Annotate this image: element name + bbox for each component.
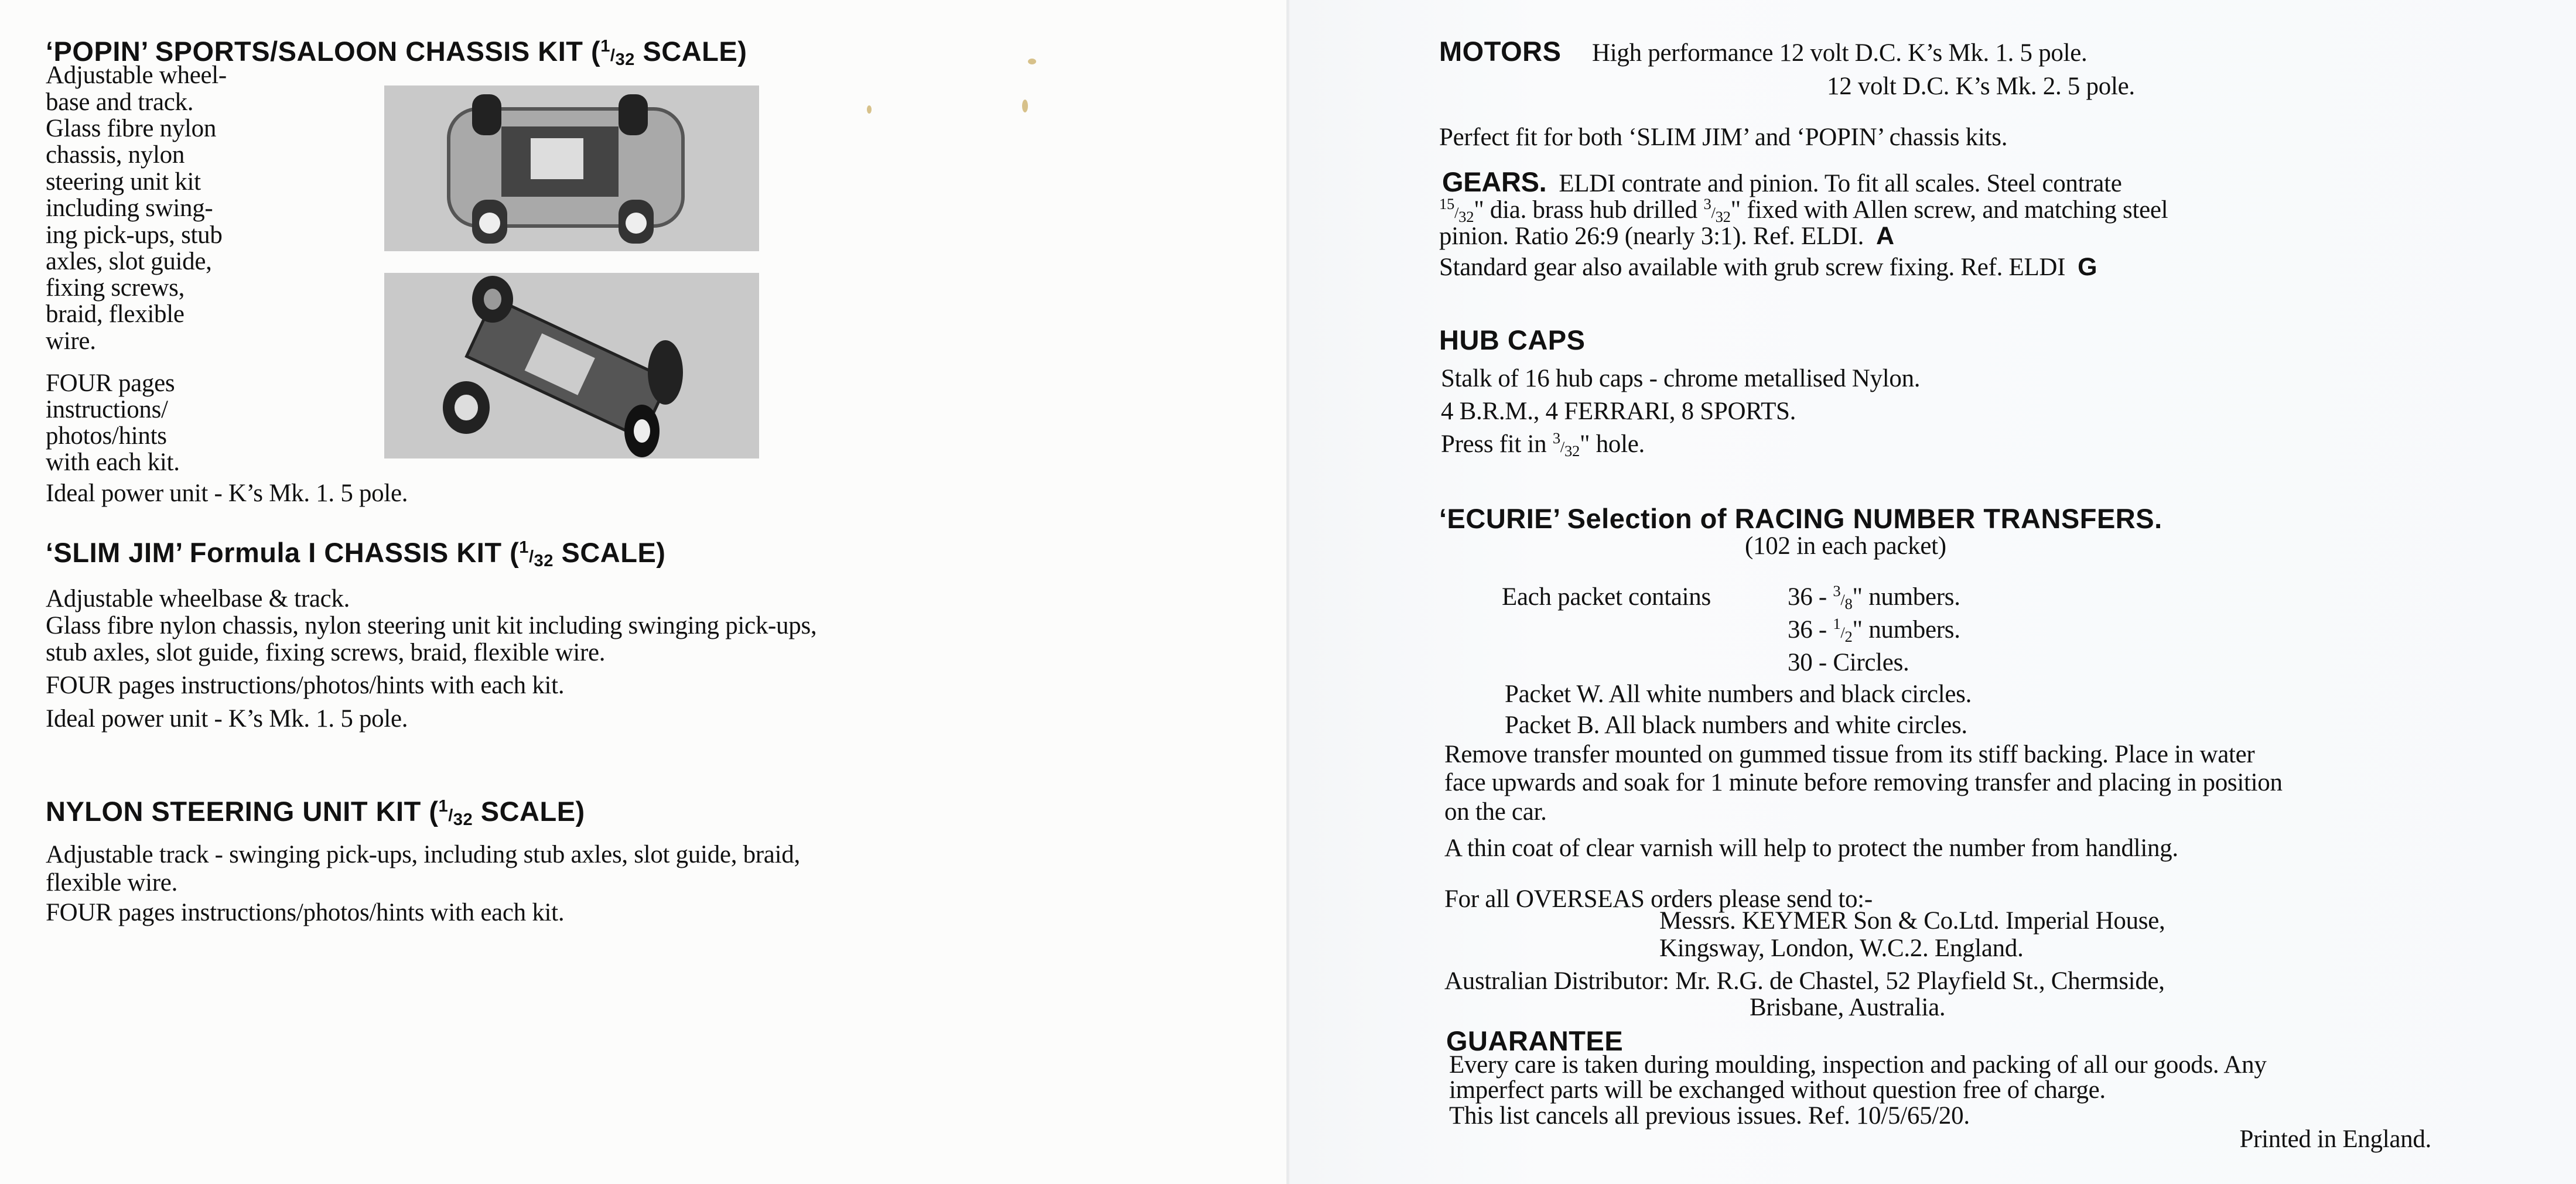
popin-line: fixing screws, (46, 274, 185, 302)
chassis-photo-angle (384, 273, 759, 458)
guarantee-line: This list cancels all previous issues. Ref. 10/5/65/20. (1449, 1102, 1970, 1130)
chassis-photo-top (384, 85, 759, 251)
hubcaps-line: 4 B.R.M., 4 FERRARI, 8 SPORTS. (1441, 398, 1796, 425)
centre-fold (1286, 0, 1290, 1184)
stain (1028, 59, 1036, 64)
ecurie-contains: Each packet contains (1502, 583, 1711, 611)
ref-a: A (1876, 222, 1894, 250)
hubcaps-heading: HUB CAPS (1439, 324, 1586, 355)
gears-line: GEARS. ELDI contrate and pinion. To fit all scales. Steel contrate (1442, 166, 2122, 197)
gears-heading: GEARS. (1442, 166, 1547, 197)
slimjim-line: Ideal power unit - K’s Mk. 1. 5 pole. (46, 705, 408, 733)
popin-line: steering unit kit (46, 168, 201, 196)
popin-line: axles, slot guide, (46, 248, 212, 275)
motors-fit: Perfect fit for both ‘SLIM JIM’ and ‘POPIN’ chassis kits. (1439, 124, 2008, 151)
nylon-heading: NYLON STEERING UNIT KIT (1/32 SCALE) (46, 796, 585, 830)
remove-line: face upwards and soak for 1 minute before removing transfer and placing in position (1444, 769, 2283, 796)
popin-line: chassis, nylon (46, 141, 185, 169)
remove-line: Remove transfer mounted on gummed tissue from its stiff backing. Place in water (1444, 741, 2255, 768)
guarantee-line: Every care is taken during moulding, inspection and packing of all our goods. Any (1449, 1051, 2267, 1079)
packet-w: Packet W. All white numbers and black circles. (1505, 680, 1972, 708)
ecurie-circles: 30 - Circles. (1788, 649, 1909, 676)
popin-line: wire. (46, 327, 96, 355)
gears-line: Standard gear also available with grub screw fixing. Ref. ELDI G (1439, 253, 2097, 281)
ecurie-numbers: 36 - 3/8" numbers. (1788, 582, 1960, 612)
hubcaps-line: Stalk of 16 hub caps - chrome metallised Nylon. (1441, 365, 1921, 392)
ecurie-numbers: 36 - 1/2" numbers. (1788, 615, 1960, 645)
nylon-line: Adjustable track - swinging pick-ups, including stub axles, slot guide, braid, (46, 841, 800, 868)
motors-line: 12 volt D.C. K’s Mk. 2. 5 pole. (1827, 73, 2135, 100)
popin-line: including swing- (46, 194, 213, 222)
gears-line: pinion. Ratio 26:9 (nearly 3:1). Ref. ELDI. A (1439, 222, 1894, 250)
printed-in-england: Printed in England. (2239, 1125, 2431, 1153)
popin-line: FOUR pages (46, 369, 175, 397)
popin-power: Ideal power unit - K’s Mk. 1. 5 pole. (46, 480, 408, 507)
slimjim-heading: ‘SLIM JIM’ Formula I CHASSIS KIT (1/32 SCALE) (46, 537, 666, 571)
stain (867, 105, 872, 114)
popin-line: braid, flexible (46, 300, 185, 328)
remove-line: on the car. (1444, 798, 1547, 826)
popin-line: base and track. (46, 88, 194, 116)
ref-g: G (2078, 253, 2097, 281)
slimjim-line: Adjustable wheelbase & track. (46, 585, 350, 612)
ecurie-heading: ‘ECURIE’ Selection of RACING NUMBER TRANSFERS. (1439, 503, 2162, 534)
popin-line: ing pick-ups, stub (46, 221, 223, 249)
stain (1022, 100, 1028, 112)
motors-line: High performance 12 volt D.C. K’s Mk. 1. 5 pole. (1592, 39, 2088, 67)
hubcaps-line: Press fit in 3/32" hole. (1441, 429, 1645, 460)
ecurie-subtitle: (102 in each packet) (1745, 532, 1946, 560)
popin-line: instructions/ (46, 396, 168, 423)
overseas-line: Messrs. KEYMER Son & Co.Ltd. Imperial House, (1659, 907, 2165, 935)
australia-line: Brisbane, Australia. (1750, 994, 1946, 1021)
nylon-line: FOUR pages instructions/photos/hints with each kit. (46, 899, 565, 926)
australia-line: Australian Distributor: Mr. R.G. de Chastel, 52 Playfield St., Chermside, (1444, 967, 2165, 995)
guarantee-line: imperfect parts will be exchanged without question free of charge. (1449, 1076, 2106, 1104)
guarantee-heading: GUARANTEE (1446, 1025, 1624, 1056)
overseas-line: Kingsway, London, W.C.2. England. (1659, 935, 2024, 962)
motors-heading: MOTORS (1439, 36, 1562, 67)
slimjim-line: stub axles, slot guide, fixing screws, braid, flexible wire. (46, 639, 606, 666)
popin-line: photos/hints (46, 422, 167, 450)
packet-b: Packet B. All black numbers and white circles. (1505, 711, 1967, 739)
popin-line: with each kit. (46, 449, 180, 476)
slimjim-line: FOUR pages instructions/photos/hints with each kit. (46, 672, 565, 699)
popin-line: Adjustable wheel- (46, 61, 227, 89)
popin-heading: ‘POPIN’ SPORTS/SALOON CHASSIS KIT (1/32 SCALE) (46, 36, 747, 70)
overseas-line: For all OVERSEAS orders please send to:- (1444, 885, 1873, 913)
slimjim-line: Glass fibre nylon chassis, nylon steering unit kit including swinging pick-ups, (46, 612, 817, 639)
nylon-line: flexible wire. (46, 869, 178, 896)
popin-line: Glass fibre nylon (46, 115, 217, 142)
gears-line: 15/32" dia. brass hub drilled 3/32" fixed with Allen screw, and matching steel (1439, 195, 2168, 225)
varnish-line: A thin coat of clear varnish will help to protect the number from handling. (1444, 834, 2178, 862)
